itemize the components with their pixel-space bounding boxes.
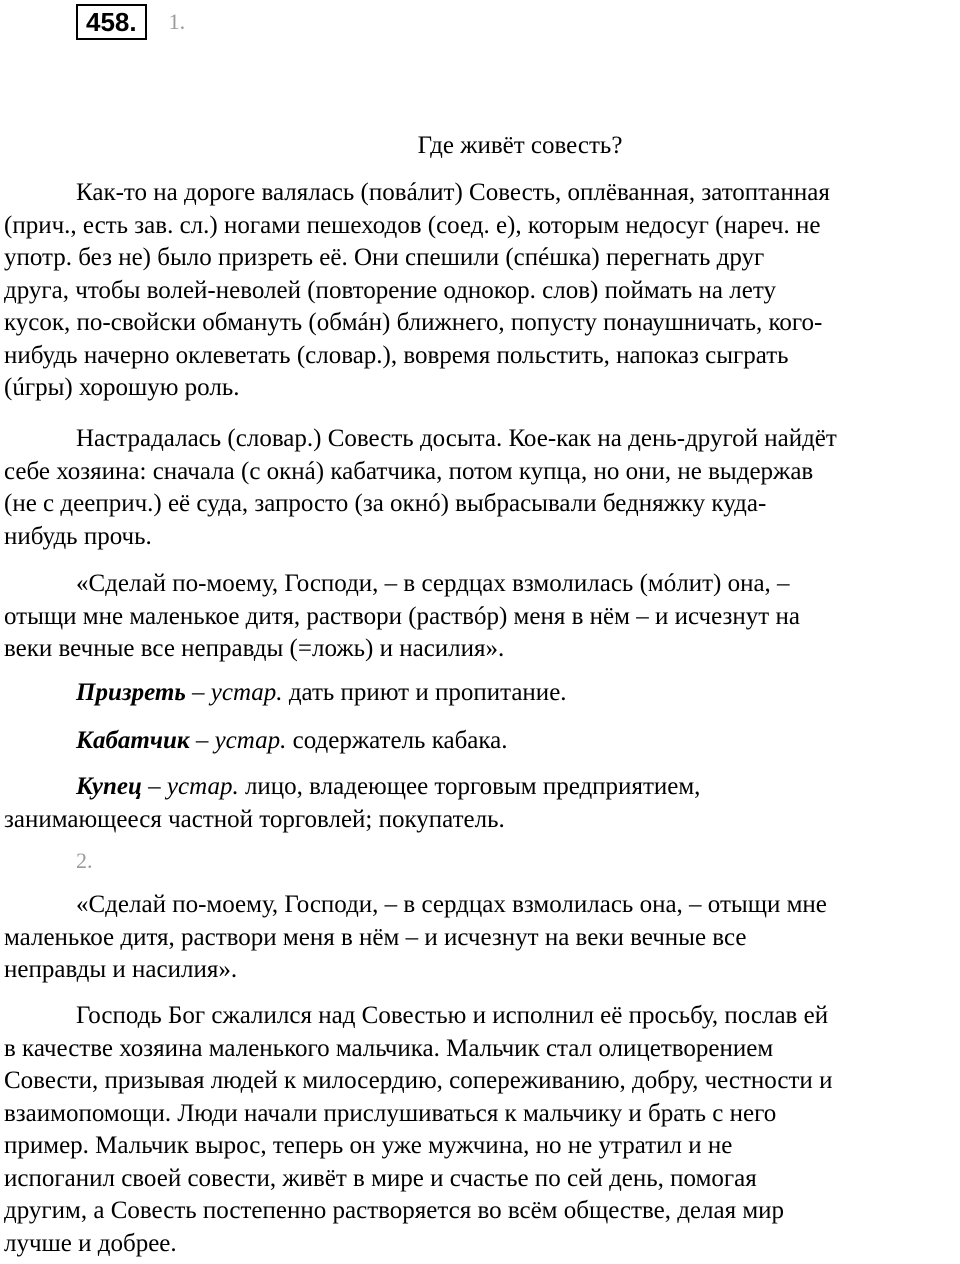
definition-mark: устар. xyxy=(210,679,283,706)
text-line: нибудь прочь. xyxy=(4,522,152,550)
definition-text: содержатель кабака. xyxy=(292,727,508,754)
definition-mark: устар. xyxy=(214,727,287,754)
text-line: себе хозяина: сначала (с окнá) кабатчика, потом купца, но они, не выдержав xyxy=(4,457,814,485)
text-line: неправды и насилия». xyxy=(4,956,238,983)
definition-line: Кабатчик – устар. содержатель кабака. xyxy=(76,727,508,754)
text-line: отыщи мне маленькое дитя, раствори (раствóр) меня в нём – и исчезнут на xyxy=(4,602,800,630)
text-line: лучше и добрее. xyxy=(4,1229,177,1257)
text-line: Как-то на дороге валялась (повáлит) Совесть, оплёванная, затоптанная xyxy=(76,179,830,206)
definition-term: Кабатчик xyxy=(76,727,190,754)
text-line: Господь Бог сжалился над Совестью и исполнил её просьбу, послав ей xyxy=(76,1002,829,1029)
definition-mark: устар. xyxy=(166,773,239,800)
definition-3 xyxy=(4,771,956,836)
text-line: взаимопомощи. Люди начали прислушиваться к мальчику и брать с него xyxy=(4,1099,777,1127)
text-line: веки вечные все неправды (=ложь) и насилия». xyxy=(4,635,505,662)
exercise-number: 458. xyxy=(76,4,147,40)
definition-text: дать приют и пропитание. xyxy=(288,679,567,706)
task-part-2-label: 2. xyxy=(76,848,93,873)
text-line: кусок, по-свойски обмануть (обмáн) ближнего, попусту понаушничать, кого- xyxy=(4,309,823,336)
definition-1 xyxy=(4,677,956,710)
text-line: (не с дееприч.) её суда, запросто (за окнó) выбрасывали бедняжку куда- xyxy=(4,490,767,517)
text-title: Где живёт совесть? xyxy=(417,132,623,159)
text-line: в качестве хозяина маленького мальчика. Мальчик стал олицетворением xyxy=(4,1034,774,1062)
definition-2 xyxy=(4,725,956,758)
paragraph-3 xyxy=(4,568,956,666)
text-line: «Сделай по-моему, Господи, – в сердцах взмолилась (мóлит) она, – xyxy=(76,570,790,597)
definition-line: занимающееся частной торговлей; покупатель. xyxy=(4,805,505,833)
paragraph-1 xyxy=(4,177,956,405)
text-line: маленькое дитя, раствори меня в нём – и исчезнут на веки вечные все xyxy=(4,923,747,951)
paragraph-4 xyxy=(4,889,956,987)
text-line: Настрадалась (словар.) Совесть досыта. Кое-как на день-другой найдёт xyxy=(76,425,837,452)
text-line: другим, а Совесть постепенно растворяется во всём обществе, делая мир xyxy=(4,1197,785,1224)
exercise-header xyxy=(76,2,185,42)
text-line: друга, чтобы волей-неволей (повторение однокор. слов) поймать на лету xyxy=(4,276,776,304)
definition-term: Призреть xyxy=(76,679,186,706)
definition-term: Купец xyxy=(76,773,142,800)
text-line: (прич., есть зав. сл.) ногами пешеходов (соед. е), которым недосуг (нареч. не xyxy=(4,211,821,239)
text-line: употр. без не) было призреть её. Они спешили (спéшка) перегнать друг xyxy=(4,244,765,271)
text-line: Совести, призывая людей к милосердию, сопереживанию, добру, честности и xyxy=(4,1067,833,1094)
paragraph-2 xyxy=(4,423,956,553)
task-part-1-label: 1. xyxy=(168,9,186,34)
text-line: испоганил своей совести, живёт в мире и счастье по сей день, помогая xyxy=(4,1164,757,1192)
definition-line: Купец – устар. лицо, владеющее торговым предприятием, xyxy=(76,773,701,800)
text-line: пример. Мальчик вырос, теперь он уже мужчина, но не утратил и не xyxy=(4,1132,733,1159)
text-line: нибудь начерно оклеветать (словар.), вовремя польстить, напоказ сыграть xyxy=(4,341,789,369)
definition-text: лицо, владеющее торговым предприятием, xyxy=(244,773,701,800)
definition-line: Призреть – устар. дать приют и пропитание. xyxy=(76,679,567,706)
text-line: (úгры) хорошую роль. xyxy=(4,374,240,401)
paragraph-5 xyxy=(4,1000,956,1260)
text-line: «Сделай по-моему, Господи, – в сердцах взмолилась она, – отыщи мне xyxy=(76,891,827,918)
